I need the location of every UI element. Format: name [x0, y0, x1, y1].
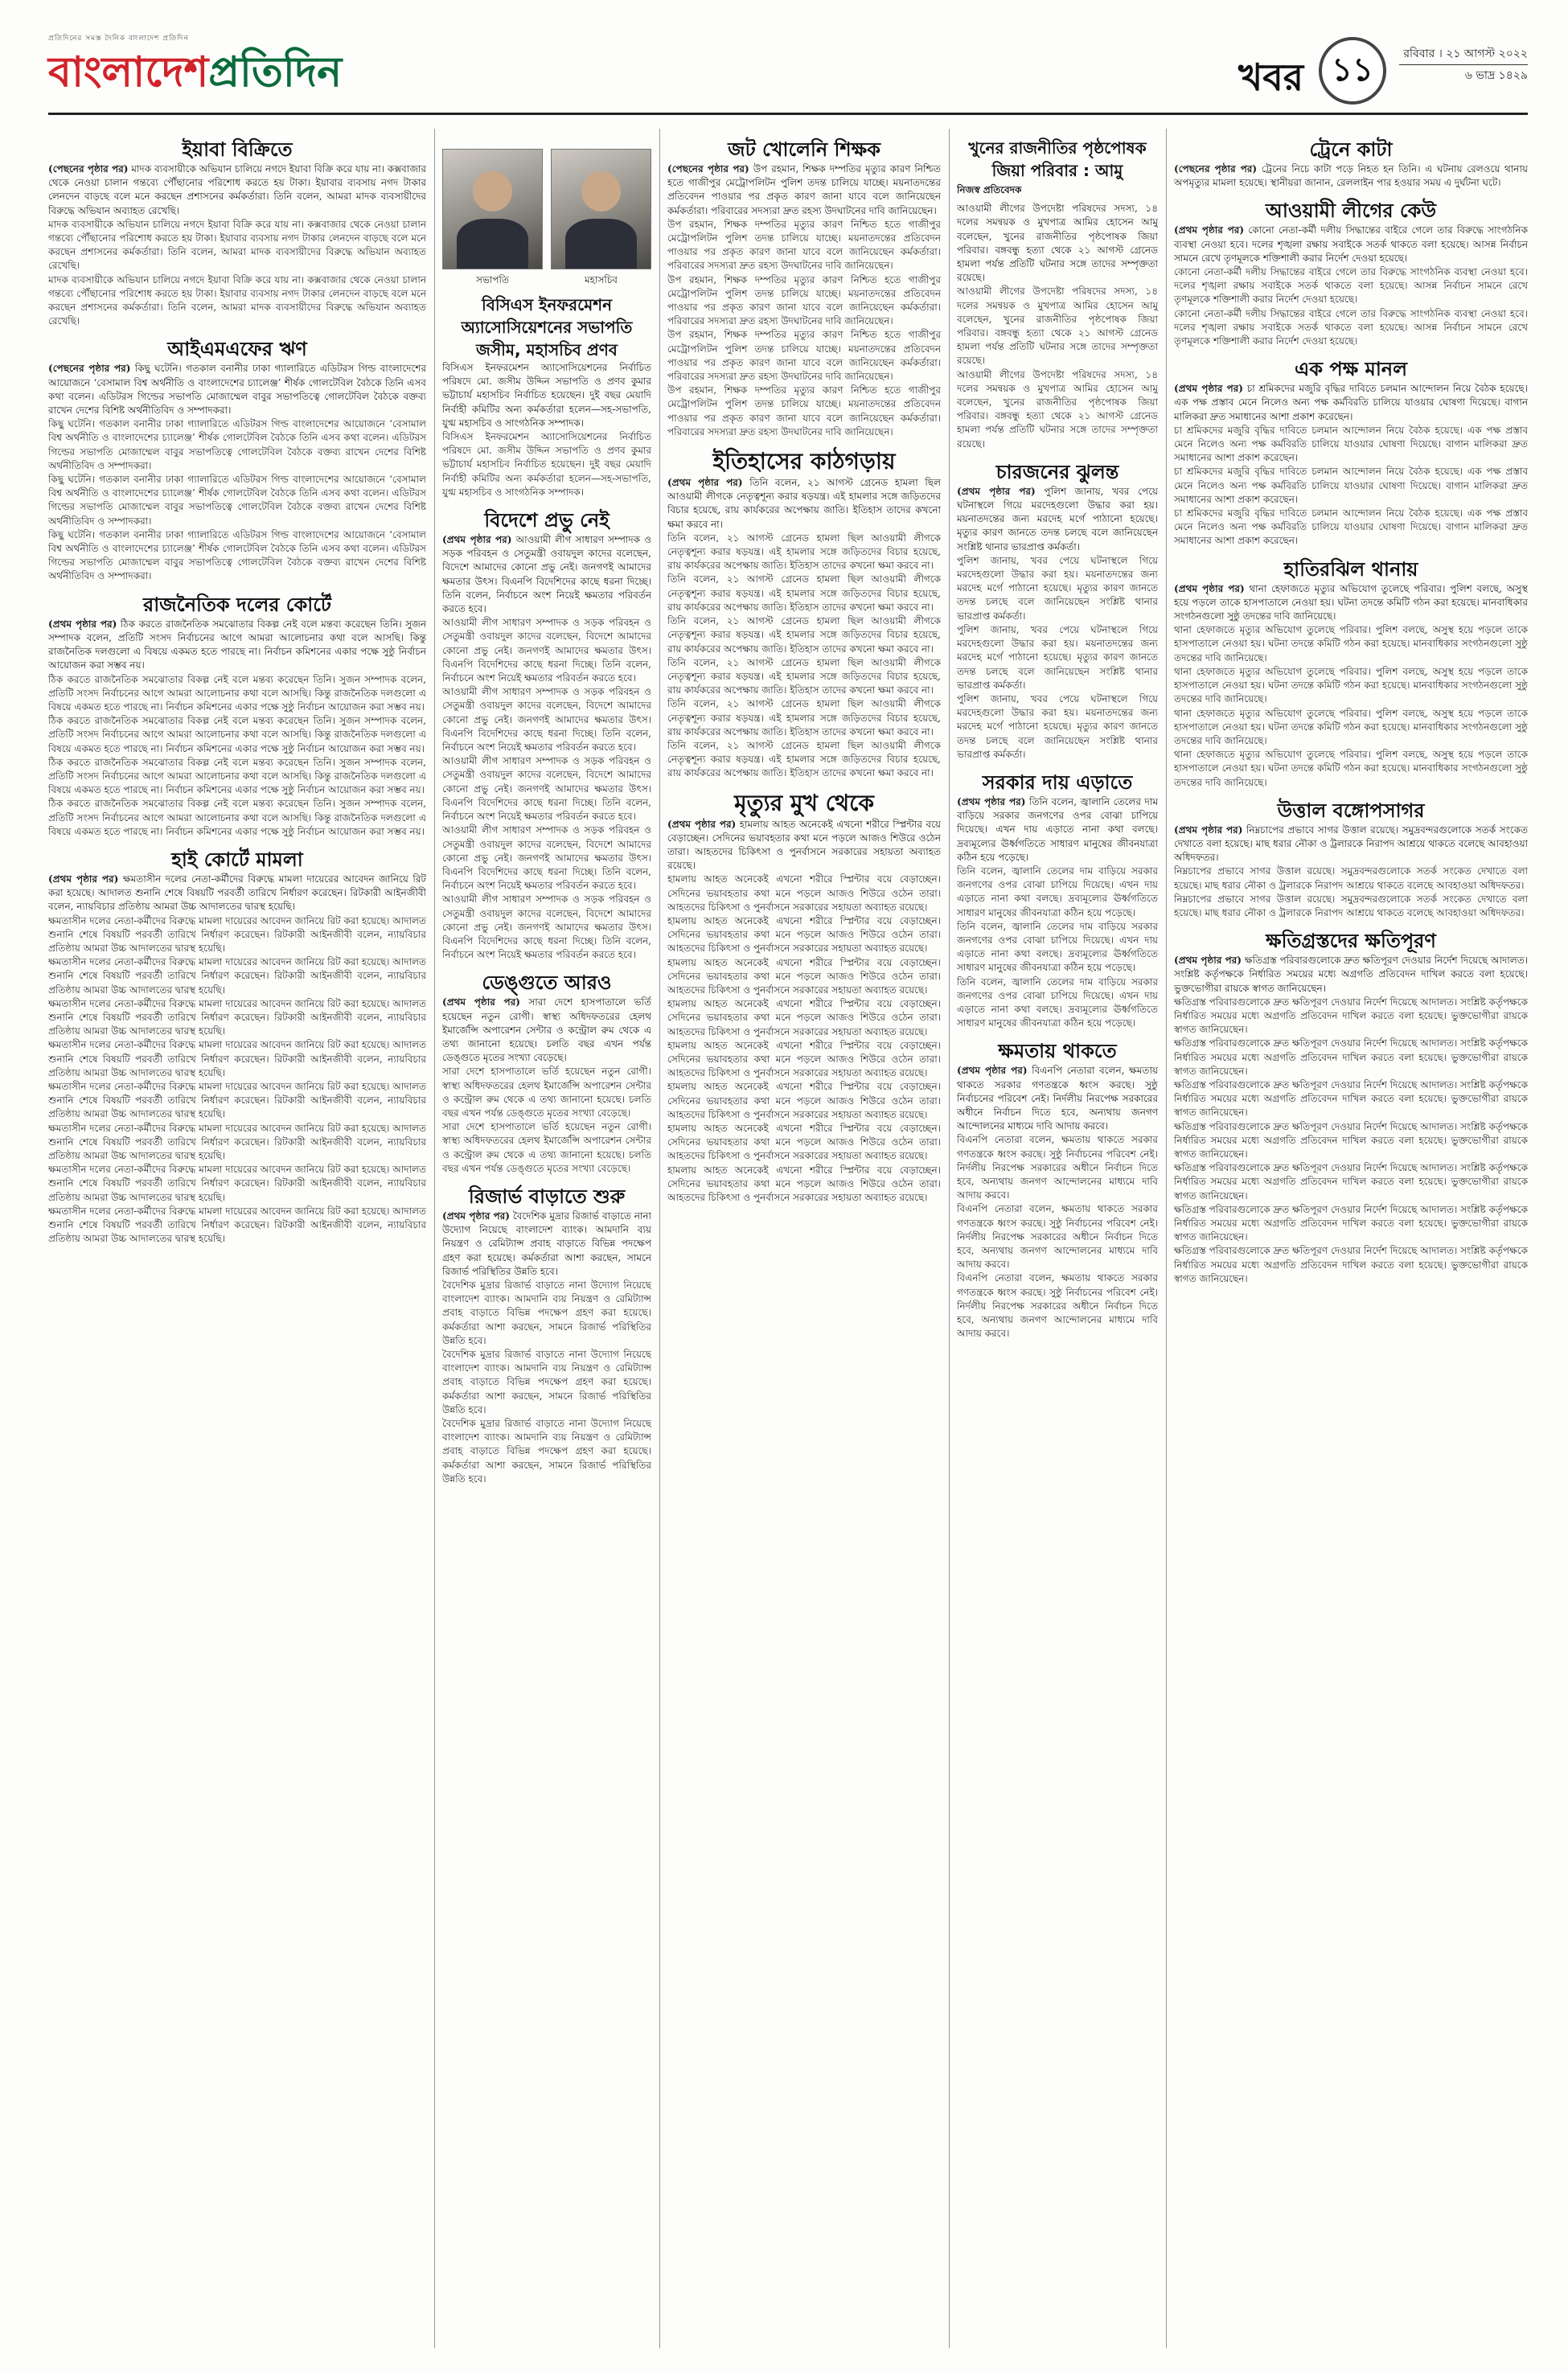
article-body-reserve: বৈদেশিক মুদ্রার রিজার্ভ বাড়াতে নানা উদ্যোগ নিয়েছে বাংলাদেশ ব্যাংক। আমদানি ব্যয় নিয়ন্ত্রণ ও রেমিট্যান্স প্রবাহ বাড়াতে বিভিন্ন পদক্ষেপ গ্রহণ করা হয়েছে। কর্মকর্তারা আশা করছেন, সামনে রিজার্ভ পরিস্থিতির উন্নতি হবে। [442, 1210, 651, 1277]
article-body-dengue: সারা দেশে হাসপাতালে ভর্তি হয়েছেন নতুন রোগী। স্বাস্থ্য অধিদফতরের হেলথ ইমার্জেন্সি অপারেশন সেন্টার ও কন্ট্রোল রুম থেকে এ তথ্য জানানো হয়েছে। চলতি বছর এখন পর্যন্ত ডেঙ্গুতে মৃতের সংখ্যা বেড়েছে। [442, 996, 651, 1064]
continuation-marker: (প্রথম পৃষ্ঠার পর) [1174, 955, 1242, 967]
article-body-khotigrosto-cont: ক্ষতিগ্রস্ত পরিবারগুলোকে দ্রুত ক্ষতিপূরণ দেওয়ার নির্দেশ দিয়েছে আদালত। সংশ্লিষ্ট কর্তৃপক্ষকে নির্ধারিত সময়ের মধ্যে অগ্রগতি প্রতিবেদন দাখিল করতে বলা হয়েছে। ভুক্তভোগীরা রায়কে স্বাগত জানিয়েছেন। [1174, 996, 1528, 1036]
continuation-marker: (প্রথম পৃষ্ঠার পর) [957, 1065, 1028, 1077]
article-body-highcourt: ক্ষমতাসীন দলের নেতা-কর্মীদের বিরুদ্ধে মামলা দায়েরের আবেদন জানিয়ে রিট করা হয়েছে। আদালত শুনানি শেষে বিষয়টি পরবর্তী তারিখে নির্ধারণ করেছেন। রিটকারী আইনজীবী বলেন, ন্যায়বিচার প্রতিষ্ঠায় আমরা উচ্চ আদালতের দ্বারস্থ হয়েছি। [48, 873, 426, 913]
masthead [48, 32, 1528, 113]
continuation-marker: (প্রথম পৃষ্ঠার পর) [1174, 383, 1243, 395]
article-body-jot-cont3: উপ রহমান, শিক্ষক দম্পতির মৃত্যুর কারণ নিশ্চিত হতে গাজীপুর মেট্রোপলিটন পুলিশ তদন্ত চালিয়ে যাচ্ছে। ময়নাতদন্তের প্রতিবেদন পাওয়ার পর প্রকৃত কারণ জানা যাবে বলে জানিয়েছেন কর্মকর্তারা। পরিবারের সদস্যরা দ্রুত রহস্য উদঘাটনের দাবি জানিয়েছেন। [667, 329, 941, 383]
date-block [1399, 43, 1528, 86]
continuation-marker: (প্রথম পৃষ্ঠার পর) [1174, 224, 1245, 236]
continuation-marker: (প্রথম পৃষ্ঠার পর) [1174, 582, 1245, 594]
article-body-hatirjheel-cont: থানা হেফাজতে মৃত্যুর অভিযোগ তুলেছে পরিবার। পুলিশ বলছে, অসুস্থ হয়ে পড়লে তাকে হাসপাতালে নেওয়া হয়। ঘটনা তদন্তে কমিটি গঠন করা হয়েছে। মানবাধিকার সংগঠনগুলো সুষ্ঠু তদন্তের দাবি জানিয়েছে। [1174, 624, 1528, 663]
article-body-khotigrosto-cont5: ক্ষতিগ্রস্ত পরিবারগুলোকে দ্রুত ক্ষতিপূরণ দেওয়ার নির্দেশ দিয়েছে আদালত। সংশ্লিষ্ট কর্তৃপক্ষকে নির্ধারিত সময়ের মধ্যে অগ্রগতি প্রতিবেদন দাখিল করতে বলা হয়েছে। ভুক্তভোগীরা রায়কে স্বাগত জানিয়েছেন। [1174, 1162, 1528, 1201]
continuation-marker: (পেছনের পৃষ্ঠার পর) [667, 163, 749, 175]
article-body-dengue-cont: সারা দেশে হাসপাতালে ভর্তি হয়েছেন নতুন রোগী। স্বাস্থ্য অধিদফতরের হেলথ ইমার্জেন্সি অপারেশন সেন্টার ও কন্ট্রোল রুম থেকে এ তথ্য জানানো হয়েছে। চলতি বছর এখন পর্যন্ত ডেঙ্গুতে মৃতের সংখ্যা বেড়েছে। [442, 1066, 651, 1119]
caption-president: সভাপতি [476, 274, 509, 285]
article-body-highcourt-cont3: ক্ষমতাসীন দলের নেতা-কর্মীদের বিরুদ্ধে মামলা দায়েরের আবেদন জানিয়ে রিট করা হয়েছে। আদালত শুনানি শেষে বিষয়টি পরবর্তী তারিখে নির্ধারণ করেছেন। রিটকারী আইনজীবী বলেন, ন্যায়বিচার প্রতিষ্ঠায় আমরা উচ্চ আদালতের দ্বারস্থ হয়েছি। [48, 997, 426, 1037]
section-title: খবর [1238, 55, 1304, 99]
headline-bcs-information: বিসিএস ইনফরমেশন অ্যাসোসিয়েশনের সভাপতি জসীম, মহাসচিব প্রণব [461, 295, 633, 359]
article-body-awami-keu: কোনো নেতা-কর্মী দলীয় সিদ্ধান্তের বাইরে গেলে তার বিরুদ্ধে সাংগঠনিক ব্যবস্থা নেওয়া হবে। দলের শৃঙ্খলা রক্ষায় সবাইকে সতর্ক থাকতে বলা হয়েছে। আসন্ন নির্বাচন সামনে রেখে তৃণমূলকে শক্তিশালী করার নির্দেশ দেওয়া হয়েছে। [1174, 224, 1528, 264]
headline-teacher-jam: জট খোলেনি শিক্ষক [728, 138, 880, 161]
article-body-bidesh-cont3: আওয়ামী লীগ সাধারণ সম্পাদক ও সড়ক পরিবহন ও সেতুমন্ত্রী ওবায়দুল কাদের বলেছেন, বিদেশে আমাদের কোনো প্রভু নেই। জনগণই আমাদের ক্ষমতার উৎস। বিএনপি বিদেশিদের কাছে ধরনা দিচ্ছে। তিনি বলেন, নির্বাচনে অংশ নিয়েই ক্ষমতার পরিবর্তন করতে হবে। [442, 755, 651, 823]
headline-awami-league-anyone: আওয়ামী লীগের কেউ [1265, 199, 1437, 223]
headline-no-master-abroad: বিদেশে প্রভু নেই [484, 509, 610, 532]
article-body-khomota: বিএনপি নেতারা বলেন, ক্ষমতায় থাকতে সরকার গণতন্ত্রকে ধ্বংস করছে। সুষ্ঠু নির্বাচনের পরিবেশ নেই। নির্দলীয় নিরপেক্ষ সরকারের অধীনে নির্বাচন দিতে হবে, অন্যথায় জনগণ আন্দোলনের মাধ্যমে দাবি আদায় করবে। [957, 1065, 1158, 1132]
article-body-yaba-cont2: মাদক ব্যবসায়ীকে অভিযান চালিয়ে নগদে ইয়াবা বিক্রি করে যায় না। কক্সবাজার থেকে নেওয়া চালান গন্তব্যে পৌঁছানোর পরিশোধ করতে হয় টাকা। ইয়াবার ব্যবসায় নগদ টাকার লেনদেন বাড়ছে বলে মনে করছেন প্রশাসনের কর্মকর্তারা। তিনি বলেন, আমরা মাদক ব্যবসায়ীদের বিরুদ্ধে অভিযান অব্যাহত রেখেছি। [48, 273, 426, 327]
article-body-sarkar-cont3: তিনি বলেন, জ্বালানি তেলের দাম বাড়িয়ে সরকার জনগণের ওপর বোঝা চাপিয়ে দিয়েছে। এখন দায় এড়াতে নানা কথা বলছে। দ্রব্যমূল্যের ঊর্ধ্বগতিতে সাধারণ মানুষের জীবনযাত্রা কঠিন হয়ে পড়েছে। [957, 975, 1158, 1029]
article-body-highcourt-cont5: ক্ষমতাসীন দলের নেতা-কর্মীদের বিরুদ্ধে মামলা দায়েরের আবেদন জানিয়ে রিট করা হয়েছে। আদালত শুনানি শেষে বিষয়টি পরবর্তী তারিখে নির্ধারণ করেছেন। রিটকারী আইনজীবী বলেন, ন্যায়বিচার প্রতিষ্ঠায় আমরা উচ্চ আদালতের দ্বারস্থ হয়েছি। [48, 1080, 426, 1120]
article-body-khomota-cont: বিএনপি নেতারা বলেন, ক্ষমতায় থাকতে সরকার গণতন্ত্রকে ধ্বংস করছে। সুষ্ঠু নির্বাচনের পরিবেশ নেই। নির্দলীয় নিরপেক্ষ সরকারের অধীনে নির্বাচন দিতে হবে, অন্যথায় জনগণ আন্দোলনের মাধ্যমে দাবি আদায় করবে। [957, 1134, 1158, 1201]
article-body-imf-cont: কিছু ঘটেনি। গতকাল বনানীর ঢাকা গ্যালারিতে এডিটরস গিল্ড বাংলাদেশের আয়োজনে ‘বেসামাল বিশ্ব অর্থনীতি ও বাংলাদেশের চ্যালেঞ্জ’ শীর্ষক গোলটেবিল বৈঠকে তিনি এসব কথা বলেন। এডিটরস গিল্ডের সভাপতি মোজাম্মেল বাবুর সভাপতিত্বে গোলটেবিল বৈঠকে বক্তব্য রাখেন দেশের বিশিষ্ট অর্থনীতিবিদ ও সম্পাদকরা। [48, 418, 426, 471]
headline-reserve: রিজার্ভ বাড়াতে শুরু [468, 1185, 626, 1208]
article-body-charajon-cont3: পুলিশ জানায়, খবর পেয়ে ঘটনাস্থলে গিয়ে মরদেহগুলো উদ্ধার করা হয়। ময়নাতদন্তের জন্য মরদেহ মর্গে পাঠানো হয়েছে। মৃত্যুর কারণ জানতে তদন্ত চলছে বলে জানিয়েছেন সংশ্লিষ্ট থানার ভারপ্রাপ্ত কর্মকর্তা। [957, 692, 1158, 760]
column-divider [434, 129, 435, 2348]
article-body-highcourt-cont6: ক্ষমতাসীন দলের নেতা-কর্মীদের বিরুদ্ধে মামলা দায়েরের আবেদন জানিয়ে রিট করা হয়েছে। আদালত শুনানি শেষে বিষয়টি পরবর্তী তারিখে নির্ধারণ করেছেন। রিটকারী আইনজীবী বলেন, ন্যায়বিচার প্রতিষ্ঠায় আমরা উচ্চ আদালতের দ্বারস্থ হয়েছি। [48, 1122, 426, 1161]
article-body-sarkar-cont2: তিনি বলেন, জ্বালানি তেলের দাম বাড়িয়ে সরকার জনগণের ওপর বোঝা চাপিয়ে দিয়েছে। এখন দায় এড়াতে নানা কথা বলছে। দ্রব্যমূল্যের ঊর্ধ্বগতিতে সাধারণ মানুষের জীবনযাত্রা কঠিন হয়ে পড়েছে। [957, 920, 1158, 974]
article-body-mrityu-cont2: হামলায় আহত অনেকেই এখনো শরীরে স্প্লিন্টার বয়ে বেড়াচ্ছেন। সেদিনের ভয়াবহতার কথা মনে পড়লে আজও শিউরে ওঠেন তারা। আহতদের চিকিৎসা ও পুনর্বাসনে সরকারের সহায়তা অব্যাহত রয়েছে। [667, 914, 941, 955]
article-body-highcourt-cont: ক্ষমতাসীন দলের নেতা-কর্মীদের বিরুদ্ধে মামলা দায়েরের আবেদন জানিয়ে রিট করা হয়েছে। আদালত শুনানি শেষে বিষয়টি পরবর্তী তারিখে নির্ধারণ করেছেন। রিটকারী আইনজীবী বলেন, ন্যায়বিচার প্রতিষ্ঠায় আমরা উচ্চ আদালতের দ্বারস্থ হয়েছি। [48, 914, 426, 954]
continuation-marker: (প্রথম পৃষ্ঠার পর) [957, 795, 1026, 807]
article-body-charajon-cont: পুলিশ জানায়, খবর পেয়ে ঘটনাস্থলে গিয়ে মরদেহগুলো উদ্ধার করা হয়। ময়নাতদন্তের জন্য মরদেহ মর্গে পাঠানো হয়েছে। মৃত্যুর কারণ জানতে তদন্ত চলছে বলে জানিয়েছেন সংশ্লিষ্ট থানার ভারপ্রাপ্ত কর্মকর্তা। [957, 554, 1158, 622]
article-body-itihas-cont5: তিনি বলেন, ২১ আগস্ট গ্রেনেড হামলা ছিল আওয়ামী লীগকে নেতৃত্বশূন্য করার ষড়যন্ত্র। এই হামলার সঙ্গে জড়িতদের বিচার হয়েছে, রায় কার্যকরের অপেক্ষায় জাতি। ইতিহাস তাদের কখনো ক্ষমা করবে না। [667, 698, 941, 737]
continuation-marker: (প্রথম পৃষ্ঠার পর) [442, 534, 512, 546]
headline-from-death: মৃত্যুর মুখ থেকে [734, 789, 874, 816]
column-divider [949, 129, 950, 2348]
article-body-highcourt-cont4: ক্ষমতাসীন দলের নেতা-কর্মীদের বিরুদ্ধে মামলা দায়েরের আবেদন জানিয়ে রিট করা হয়েছে। আদালত শুনানি শেষে বিষয়টি পরবর্তী তারিখে নির্ধারণ করেছেন। রিটকারী আইনজীবী বলেন, ন্যায়বিচার প্রতিষ্ঠায় আমরা উচ্চ আদালতের দ্বারস্থ হয়েছি। [48, 1039, 426, 1078]
article-body-khomota-cont2: বিএনপি নেতারা বলেন, ক্ষমতায় থাকতে সরকার গণতন্ত্রকে ধ্বংস করছে। সুষ্ঠু নির্বাচনের পরিবেশ নেই। নির্দলীয় নিরপেক্ষ সরকারের অধীনে নির্বাচন দিতে হবে, অন্যথায় জনগণ আন্দোলনের মাধ্যমে দাবি আদায় করবে। [957, 1203, 1158, 1271]
column-center [667, 137, 941, 2340]
article-body-reserve-cont: বৈদেশিক মুদ্রার রিজার্ভ বাড়াতে নানা উদ্যোগ নিয়েছে বাংলাদেশ ব্যাংক। আমদানি ব্যয় নিয়ন্ত্রণ ও রেমিট্যান্স প্রবাহ বাড়াতে বিভিন্ন পদক্ষেপ গ্রহণ করা হয়েছে। কর্মকর্তারা আশা করছেন, সামনে রিজার্ভ পরিস্থিতির উন্নতি হবে। [442, 1279, 651, 1346]
article-body-imf: কিছু ঘটেনি। গতকাল বনানীর ঢাকা গ্যালারিতে এডিটরস গিল্ড বাংলাদেশের আয়োজনে ‘বেসামাল বিশ্ব অর্থনীতি ও বাংলাদেশের চ্যালেঞ্জ’ শীর্ষক গোলটেবিল বৈঠকে তিনি এসব কথা বলেন। এডিটরস গিল্ডের সভাপতি মোজাম্মেল বাবুর সভাপতিত্বে গোলটেবিল বৈঠকে বক্তব্য রাখেন দেশের বিশিষ্ট অর্থনীতিবিদ ও সম্পাদকরা। [48, 363, 426, 417]
article-body-jot-cont: উপ রহমান, শিক্ষক দম্পতির মৃত্যুর কারণ নিশ্চিত হতে গাজীপুর মেট্রোপলিটন পুলিশ তদন্ত চালিয়ে যাচ্ছে। ময়নাতদন্তের প্রতিবেদন পাওয়ার পর প্রকৃত কারণ জানা যাবে বলে জানিয়েছেন কর্মকর্তারা। পরিবারের সদস্যরা দ্রুত রহস্য উদঘাটনের দাবি জানিয়েছেন। [667, 218, 941, 272]
article-body-khuner-cont: আওয়ামী লীগের উপদেষ্টা পরিষদের সদস্য, ১৪ দলের সমন্বয়ক ও মুখপাত্র আমির হোসেন আমু বলেছেন, খুনের রাজনীতির পৃষ্ঠপোষক জিয়া পরিবার। বঙ্গবন্ধু হত্যা থেকে ২১ আগস্ট গ্রেনেড হামলা পর্যন্ত প্রতিটি ঘটনার সঙ্গে তাদের সম্পৃক্ততা রয়েছে। [957, 285, 1158, 367]
article-body-jot: উপ রহমান, শিক্ষক দম্পতির মৃত্যুর কারণ নিশ্চিত হতে গাজীপুর মেট্রোপলিটন পুলিশ তদন্ত চালিয়ে যাচ্ছে। ময়নাতদন্তের প্রতিবেদন পাওয়ার পর প্রকৃত কারণ জানা যাবে বলে জানিয়েছেন কর্মকর্তারা। পরিবারের সদস্যরা দ্রুত রহস্য উদঘাটনের দাবি জানিয়েছেন। [667, 163, 941, 216]
article-body-charajon: পুলিশ জানায়, খবর পেয়ে ঘটনাস্থলে গিয়ে মরদেহগুলো উদ্ধার করা হয়। ময়নাতদন্তের জন্য মরদেহ মর্গে পাঠানো হয়েছে। মৃত্যুর কারণ জানতে তদন্ত চলছে বলে জানিয়েছেন সংশ্লিষ্ট থানার ভারপ্রাপ্ত কর্মকর্তা। [957, 485, 1158, 552]
article-body-itihas: তিনি বলেন, ২১ আগস্ট গ্রেনেড হামলা ছিল আওয়ামী লীগকে নেতৃত্বশূন্য করার ষড়যন্ত্র। এই হামলার সঙ্গে জড়িতদের বিচার হয়েছে, রায় কার্যকরের অপেক্ষায় জাতি। ইতিহাস তাদের কখনো ক্ষমা করবে না। [667, 477, 941, 530]
column-center-right [957, 137, 1158, 2340]
article-body-awami-keu-cont2: কোনো নেতা-কর্মী দলীয় সিদ্ধান্তের বাইরে গেলে তার বিরুদ্ধে সাংগঠনিক ব্যবস্থা নেওয়া হবে। দলের শৃঙ্খলা রক্ষায় সবাইকে সতর্ক থাকতে বলা হয়েছে। আসন্ন নির্বাচন সামনে রেখে তৃণমূলকে শক্তিশালী করার নির্দেশ দেওয়া হয়েছে। [1174, 307, 1528, 347]
headline-train-cut: ট্রেনে কাটা [1309, 138, 1393, 161]
article-body-khuner-cont2: আওয়ামী লীগের উপদেষ্টা পরিষদের সদস্য, ১৪ দলের সমন্বয়ক ও মুখপাত্র আমির হোসেন আমু বলেছেন, খুনের রাজনীতির পৃষ্ঠপোষক জিয়া পরিবার। বঙ্গবন্ধু হত্যা থেকে ২১ আগস্ট গ্রেনেড হামলা পর্যন্ত প্রতিটি ঘটনার সঙ্গে তাদের সম্পৃক্ততা রয়েছে। [957, 368, 1158, 450]
article-body-mrityu-cont5: হামলায় আহত অনেকেই এখনো শরীরে স্প্লিন্টার বয়ে বেড়াচ্ছেন। সেদিনের ভয়াবহতার কথা মনে পড়লে আজও শিউরে ওঠেন তারা। আহতদের চিকিৎসা ও পুনর্বাসনে সরকারের সহায়তা অব্যাহত রয়েছে। [667, 1039, 941, 1079]
article-body-ek-pokkho: চা শ্রমিকদের মজুরি বৃদ্ধির দাবিতে চলমান আন্দোলন নিয়ে বৈঠক হয়েছে। এক পক্ষ প্রস্তাব মেনে নিলেও অন্য পক্ষ কর্মবিরতি চালিয়ে যাওয়ার ঘোষণা দিয়েছে। বাগান মালিকরা দ্রুত সমাধানের আশা প্রকাশ করেছেন। [1174, 383, 1528, 422]
article-body-uttal-cont: নিম্নচাপের প্রভাবে সাগর উত্তাল রয়েছে। সমুদ্রবন্দরগুলোকে সতর্ক সংকেত দেখাতে বলা হয়েছে। মাছ ধরার নৌকা ও ট্রলারকে নিরাপদ আশ্রয়ে থাকতে বলেছে আবহাওয়া অধিদফতর। [1174, 865, 1528, 891]
article-body-political-cont4: ঠিক করতে রাজনৈতিক সমঝোতার বিকল্প নেই বলে মন্তব্য করেছেন তিনি। সুজন সম্পাদক বলেন, প্রতিটি সংসদ নির্বাচনের আগে আমরা আলোচনার কথা বলে আসছি। কিন্তু রাজনৈতিক দলগুলো এ বিষয়ে একমত হতে পারছে না। নির্বাচন কমিশনের একার পক্ষে সুষ্ঠু নির্বাচন আয়োজন করা সম্ভব নয়। [48, 798, 426, 837]
continuation-marker: (প্রথম পৃষ্ঠার পর) [667, 477, 743, 489]
headline-yaba: ইয়াবা বিক্রিতে [182, 138, 293, 161]
continuation-marker: (প্রথম পৃষ্ঠার পর) [442, 1210, 510, 1222]
article-body-hatirjheel: থানা হেফাজতে মৃত্যুর অভিযোগ তুলেছে পরিবার। পুলিশ বলছে, অসুস্থ হয়ে পড়লে তাকে হাসপাতালে নেওয়া হয়। ঘটনা তদন্তে কমিটি গঠন করা হয়েছে। মানবাধিকার সংগঠনগুলো সুষ্ঠু তদন্তের দাবি জানিয়েছে। [1174, 582, 1528, 622]
headline-imf-loan: আইএমএফের ঋণ [167, 338, 307, 361]
continuation-marker: (পেছনের পৃষ্ঠার পর) [1174, 163, 1258, 175]
headline-govt-evading: সরকার দায় এড়াতে [982, 770, 1133, 794]
article-body-yaba-cont: মাদক ব্যবসায়ীকে অভিযান চালিয়ে নগদে ইয়াবা বিক্রি করে যায় না। কক্সবাজার থেকে নেওয়া চালান গন্তব্যে পৌঁছানোর পরিশোধ করতে হয় টাকা। ইয়াবার ব্যবসায় নগদ টাকার লেনদেন বাড়ছে বলে মনে করছেন প্রশাসনের কর্মকর্তারা। তিনি বলেন, আমরা মাদক ব্যবসায়ীদের বিরুদ্ধে অভিযান অব্যাহত রেখেছি। [48, 218, 426, 272]
article-body-reserve-cont2: বৈদেশিক মুদ্রার রিজার্ভ বাড়াতে নানা উদ্যোগ নিয়েছে বাংলাদেশ ব্যাংক। আমদানি ব্যয় নিয়ন্ত্রণ ও রেমিট্যান্স প্রবাহ বাড়াতে বিভিন্ন পদক্ষেপ গ্রহণ করা হয়েছে। কর্মকর্তারা আশা করছেন, সামনে রিজার্ভ পরিস্থিতির উন্নতি হবে। [442, 1349, 651, 1415]
article-body-bidesh-cont4: আওয়ামী লীগ সাধারণ সম্পাদক ও সড়ক পরিবহন ও সেতুমন্ত্রী ওবায়দুল কাদের বলেছেন, বিদেশে আমাদের কোনো প্রভু নেই। জনগণই আমাদের ক্ষমতার উৎস। বিএনপি বিদেশিদের কাছে ধরনা দিচ্ছে। তিনি বলেন, নির্বাচনে অংশ নিয়েই ক্ষমতার পরিবর্তন করতে হবে। [442, 824, 651, 892]
article-body-hatirjheel-cont3: থানা হেফাজতে মৃত্যুর অভিযোগ তুলেছে পরিবার। পুলিশ বলছে, অসুস্থ হয়ে পড়লে তাকে হাসপাতালে নেওয়া হয়। ঘটনা তদন্তে কমিটি গঠন করা হয়েছে। মানবাধিকার সংগঠনগুলো সুষ্ঠু তদন্তের দাবি জানিয়েছে। [1174, 707, 1528, 746]
headline-high-court-case: হাই কোর্টে মামলা [171, 848, 303, 871]
headline-history-dock: ইতিহাসের কাঠগড়ায় [712, 448, 896, 475]
byline: নিজস্ব প্রতিবেদক [957, 184, 1022, 195]
article-body-bcs: বিসিএস ইনফরমেশন অ্যাসোসিয়েশনের নির্বাচিত পরিষদে মো. জসীম উদ্দিন সভাপতি ও প্রণব কুমার ভট্টাচার্য মহাসচিব নির্বাচিত হয়েছেন। দুই বছর মেয়াদি নির্বাহী কমিটির অন্য কর্মকর্তারা হলেন—সহ-সভাপতি, যুগ্ম মহাসচিব ও সাংগঠনিক সম্পাদক। [442, 362, 651, 429]
article-body-khuner: আওয়ামী লীগের উপদেষ্টা পরিষদের সদস্য, ১৪ দলের সমন্বয়ক ও মুখপাত্র আমির হোসেন আমু বলেছেন, খুনের রাজনীতির পৃষ্ঠপোষক জিয়া পরিবার। বঙ্গবন্ধু হত্যা থেকে ২১ আগস্ট গ্রেনেড হামলা পর্যন্ত প্রতিটি ঘটনার সঙ্গে তাদের সম্পৃক্ততা রয়েছে। [957, 203, 1158, 284]
continuation-marker: (প্রথম পৃষ্ঠার পর) [48, 873, 119, 885]
article-body-political-cont: ঠিক করতে রাজনৈতিক সমঝোতার বিকল্প নেই বলে মন্তব্য করেছেন তিনি। সুজন সম্পাদক বলেন, প্রতিটি সংসদ নির্বাচনের আগে আমরা আলোচনার কথা বলে আসছি। কিন্তু রাজনৈতিক দলগুলো এ বিষয়ে একমত হতে পারছে না। নির্বাচন কমিশনের একার পক্ষে সুষ্ঠু নির্বাচন আয়োজন করা সম্ভব নয়। [48, 673, 426, 713]
day-date: রবিবার । ২১ আগস্ট ২০২২ [1399, 43, 1528, 65]
article-body-jot-cont4: উপ রহমান, শিক্ষক দম্পতির মৃত্যুর কারণ নিশ্চিত হতে গাজীপুর মেট্রোপলিটন পুলিশ তদন্ত চালিয়ে যাচ্ছে। ময়নাতদন্তের প্রতিবেদন পাওয়ার পর প্রকৃত কারণ জানা যাবে বলে জানিয়েছেন কর্মকর্তারা। পরিবারের সদস্যরা দ্রুত রহস্য উদঘাটনের দাবি জানিয়েছেন। [667, 384, 941, 437]
article-body-hatirjheel-cont4: থানা হেফাজতে মৃত্যুর অভিযোগ তুলেছে পরিবার। পুলিশ বলছে, অসুস্থ হয়ে পড়লে তাকে হাসপাতালে নেওয়া হয়। ঘটনা তদন্তে কমিটি গঠন করা হয়েছে। মানবাধিকার সংগঠনগুলো সুষ্ঠু তদন্তের দাবি জানিয়েছে। [1174, 749, 1528, 788]
column-left [48, 137, 426, 2340]
article-body-itihas-cont: তিনি বলেন, ২১ আগস্ট গ্রেনেড হামলা ছিল আওয়ামী লীগকে নেতৃত্বশূন্য করার ষড়যন্ত্র। এই হামলার সঙ্গে জড়িতদের বিচার হয়েছে, রায় কার্যকরের অপেক্ষায় জাতি। ইতিহাস তাদের কখনো ক্ষমা করবে না। [667, 532, 941, 572]
article-body-political-cont3: ঠিক করতে রাজনৈতিক সমঝোতার বিকল্প নেই বলে মন্তব্য করেছেন তিনি। সুজন সম্পাদক বলেন, প্রতিটি সংসদ নির্বাচনের আগে আমরা আলোচনার কথা বলে আসছি। কিন্তু রাজনৈতিক দলগুলো এ বিষয়ে একমত হতে পারছে না। নির্বাচন কমিশনের একার পক্ষে সুষ্ঠু নির্বাচন আয়োজন করা সম্ভব নয়। [48, 756, 426, 796]
article-body-jot-cont2: উপ রহমান, শিক্ষক দম্পতির মৃত্যুর কারণ নিশ্চিত হতে গাজীপুর মেট্রোপলিটন পুলিশ তদন্ত চালিয়ে যাচ্ছে। ময়নাতদন্তের প্রতিবেদন পাওয়ার পর প্রকৃত কারণ জানা যাবে বলে জানিয়েছেন কর্মকর্তারা। পরিবারের সদস্যরা দ্রুত রহস্য উদঘাটনের দাবি জানিয়েছেন। [667, 273, 941, 327]
article-body-political-cont2: ঠিক করতে রাজনৈতিক সমঝোতার বিকল্প নেই বলে মন্তব্য করেছেন তিনি। সুজন সম্পাদক বলেন, প্রতিটি সংসদ নির্বাচনের আগে আমরা আলোচনার কথা বলে আসছি। কিন্তু রাজনৈতিক দলগুলো এ বিষয়ে একমত হতে পারছে না। নির্বাচন কমিশনের একার পক্ষে সুষ্ঠু নির্বাচন আয়োজন করা সম্ভব নয়। [48, 715, 426, 754]
continuation-marker: (প্রথম পৃষ্ঠার পর) [1174, 824, 1243, 836]
column-divider [1166, 129, 1167, 2348]
headline-stay-in-power: ক্ষমতায় থাকতে [998, 1040, 1117, 1063]
article-body-khotigrosto-cont3: ক্ষতিগ্রস্ত পরিবারগুলোকে দ্রুত ক্ষতিপূরণ দেওয়ার নির্দেশ দিয়েছে আদালত। সংশ্লিষ্ট কর্তৃপক্ষকে নির্ধারিত সময়ের মধ্যে অগ্রগতি প্রতিবেদন দাখিল করতে বলা হয়েছে। ভুক্তভোগীরা রায়কে স্বাগত জানিয়েছেন। [1174, 1078, 1528, 1119]
newspaper-logo [48, 32, 466, 106]
article-body-mrityu-cont7: হামলায় আহত অনেকেই এখনো শরীরে স্প্লিন্টার বয়ে বেড়াচ্ছেন। সেদিনের ভয়াবহতার কথা মনে পড়লে আজও শিউরে ওঠেন তারা। আহতদের চিকিৎসা ও পুনর্বাসনে সরকারের সহায়তা অব্যাহত রয়েছে। [667, 1123, 941, 1162]
article-body-itihas-cont3: তিনি বলেন, ২১ আগস্ট গ্রেনেড হামলা ছিল আওয়ামী লীগকে নেতৃত্বশূন্য করার ষড়যন্ত্র। এই হামলার সঙ্গে জড়িতদের বিচার হয়েছে, রায় কার্যকরের অপেক্ষায় জাতি। ইতিহাস তাদের কখনো ক্ষমা করবে না। [667, 615, 941, 655]
article-body-mrityu-cont8: হামলায় আহত অনেকেই এখনো শরীরে স্প্লিন্টার বয়ে বেড়াচ্ছেন। সেদিনের ভয়াবহতার কথা মনে পড়লে আজও শিউরে ওঠেন তারা। আহতদের চিকিৎসা ও পুনর্বাসনে সরকারের সহায়তা অব্যাহত রয়েছে। [667, 1164, 941, 1204]
article-body-mrityu: হামলায় আহত অনেকেই এখনো শরীরে স্প্লিন্টার বয়ে বেড়াচ্ছেন। সেদিনের ভয়াবহতার কথা মনে পড়লে আজও শিউরে ওঠেন তারা। আহতদের চিকিৎসা ও পুনর্বাসনে সরকারের সহায়তা অব্যাহত রয়েছে। [667, 818, 941, 872]
caption-secretary: মহাসচিব [585, 274, 618, 285]
article-body-political: ঠিক করতে রাজনৈতিক সমঝোতার বিকল্প নেই বলে মন্তব্য করেছেন তিনি। সুজন সম্পাদক বলেন, প্রতিটি সংসদ নির্বাচনের আগে আমরা আলোচনার কথা বলে আসছি। কিন্তু রাজনৈতিক দলগুলো এ বিষয়ে একমত হতে পারছে না। নির্বাচন কমিশনের একার পক্ষে সুষ্ঠু নির্বাচন আয়োজন করা সম্ভব নয়। [48, 618, 426, 672]
article-body-yaba: মাদক ব্যবসায়ীকে অভিযান চালিয়ে নগদে ইয়াবা বিক্রি করে যায় না। কক্সবাজার থেকে নেওয়া চালান গন্তব্যে পৌঁছানোর পরিশোধ করতে হয় টাকা। ইয়াবার ব্যবসায় নগদ টাকার লেনদেন বাড়ছে বলে মনে করছেন প্রশাসনের কর্মকর্তারা। তিনি বলেন, আমরা মাদক ব্যবসায়ীদের বিরুদ্ধে অভিযান অব্যাহত রেখেছি। [48, 163, 426, 216]
article-body-bidesh-cont2: আওয়ামী লীগ সাধারণ সম্পাদক ও সড়ক পরিবহন ও সেতুমন্ত্রী ওবায়দুল কাদের বলেছেন, বিদেশে আমাদের কোনো প্রভু নেই। জনগণই আমাদের ক্ষমতার উৎস। বিএনপি বিদেশিদের কাছে ধরনা দিচ্ছে। তিনি বলেন, নির্বাচনে অংশ নিয়েই ক্ষমতার পরিবর্তন করতে হবে। [442, 686, 651, 754]
article-body-uttal-cont2: নিম্নচাপের প্রভাবে সাগর উত্তাল রয়েছে। সমুদ্রবন্দরগুলোকে সতর্ক সংকেত দেখাতে বলা হয়েছে। মাছ ধরার নৌকা ও ট্রলারকে নিরাপদ আশ্রয়ে থাকতে বলেছে আবহাওয়া অধিদফতর। [1174, 893, 1528, 918]
continuation-marker: (পেছনের পৃষ্ঠার পর) [48, 163, 129, 175]
article-body-mrityu-cont6: হামলায় আহত অনেকেই এখনো শরীরে স্প্লিন্টার বয়ে বেড়াচ্ছেন। সেদিনের ভয়াবহতার কথা মনে পড়লে আজও শিউরে ওঠেন তারা। আহতদের চিকিৎসা ও পুনর্বাসনে সরকারের সহায়তা অব্যাহত রয়েছে। [667, 1081, 941, 1120]
article-body-awami-keu-cont: কোনো নেতা-কর্মী দলীয় সিদ্ধান্তের বাইরে গেলে তার বিরুদ্ধে সাংগঠনিক ব্যবস্থা নেওয়া হবে। দলের শৃঙ্খলা রক্ষায় সবাইকে সতর্ক থাকতে বলা হয়েছে। আসন্ন নির্বাচন সামনে রেখে তৃণমূলকে শক্তিশালী করার নির্দেশ দেওয়া হয়েছে। [1174, 266, 1528, 306]
headline-compensation: ক্ষতিগ্রস্তদের ক্ষতিপূরণ [1266, 930, 1436, 953]
article-body-itihas-cont6: তিনি বলেন, ২১ আগস্ট গ্রেনেড হামলা ছিল আওয়ামী লীগকে নেতৃত্বশূন্য করার ষড়যন্ত্র। এই হামলার সঙ্গে জড়িতদের বিচার হয়েছে, রায় কার্যকরের অপেক্ষায় জাতি। ইতিহাস তাদের কখনো ক্ষমা করবে না। [667, 739, 941, 779]
article-body-sarkar-cont: তিনি বলেন, জ্বালানি তেলের দাম বাড়িয়ে সরকার জনগণের ওপর বোঝা চাপিয়ে দিয়েছে। এখন দায় এড়াতে নানা কথা বলছে। দ্রব্যমূল্যের ঊর্ধ্বগতিতে সাধারণ মানুষের জীবনযাত্রা কঠিন হয়ে পড়েছে। [957, 865, 1158, 918]
article-body-itihas-cont4: তিনি বলেন, ২১ আগস্ট গ্রেনেড হামলা ছিল আওয়ামী লীগকে নেতৃত্বশূন্য করার ষড়যন্ত্র। এই হামলার সঙ্গে জড়িতদের বিচার হয়েছে, রায় কার্যকরের অপেক্ষায় জাতি। ইতিহাস তাদের কখনো ক্ষমা করবে না। [667, 656, 941, 696]
article-body-bcs-cont: বিসিএস ইনফরমেশন অ্যাসোসিয়েশনের নির্বাচিত পরিষদে মো. জসীম উদ্দিন সভাপতি ও প্রণব কুমার ভট্টাচার্য মহাসচিব নির্বাচিত হয়েছেন। দুই বছর মেয়াদি নির্বাহী কমিটির অন্য কর্মকর্তারা হলেন—সহ-সভাপতি, যুগ্ম মহাসচিব ও সাংগঠনিক সম্পাদক। [442, 431, 651, 498]
headline-one-side-agreed: এক পক্ষ মানল [1295, 358, 1407, 381]
photo-president [442, 149, 543, 269]
article-body-highcourt-cont8: ক্ষমতাসীন দলের নেতা-কর্মীদের বিরুদ্ধে মামলা দায়েরের আবেদন জানিয়ে রিট করা হয়েছে। আদালত শুনানি শেষে বিষয়টি পরবর্তী তারিখে নির্ধারণ করেছেন। রিটকারী আইনজীবী বলেন, ন্যায়বিচার প্রতিষ্ঠায় আমরা উচ্চ আদালতের দ্বারস্থ হয়েছি। [48, 1205, 426, 1245]
article-body-sarkar: তিনি বলেন, জ্বালানি তেলের দাম বাড়িয়ে সরকার জনগণের ওপর বোঝা চাপিয়ে দিয়েছে। এখন দায় এড়াতে নানা কথা বলছে। দ্রব্যমূল্যের ঊর্ধ্বগতিতে সাধারণ মানুষের জীবনযাত্রা কঠিন হয়ে পড়েছে। [957, 795, 1158, 863]
continuation-marker: (প্রথম পৃষ্ঠার পর) [667, 818, 737, 830]
bangla-date: ৬ ভাদ্র ১৪২৯ [1464, 69, 1528, 82]
article-body-reserve-cont3: বৈদেশিক মুদ্রার রিজার্ভ বাড়াতে নানা উদ্যোগ নিয়েছে বাংলাদেশ ব্যাংক। আমদানি ব্যয় নিয়ন্ত্রণ ও রেমিট্যান্স প্রবাহ বাড়াতে বিভিন্ন পদক্ষেপ গ্রহণ করা হয়েছে। কর্মকর্তারা আশা করছেন, সামনে রিজার্ভ পরিস্থিতির উন্নতি হবে। [442, 1418, 651, 1485]
article-body-dengue-cont2: সারা দেশে হাসপাতালে ভর্তি হয়েছেন নতুন রোগী। স্বাস্থ্য অধিদফতরের হেলথ ইমার্জেন্সি অপারেশন সেন্টার ও কন্ট্রোল রুম থেকে এ তথ্য জানানো হয়েছে। চলতি বছর এখন পর্যন্ত ডেঙ্গুতে মৃতের সংখ্যা বেড়েছে। [442, 1121, 651, 1174]
photo-secretary [551, 149, 651, 269]
article-body-khotigrosto-cont4: ক্ষতিগ্রস্ত পরিবারগুলোকে দ্রুত ক্ষতিপূরণ দেওয়ার নির্দেশ দিয়েছে আদালত। সংশ্লিষ্ট কর্তৃপক্ষকে নির্ধারিত সময়ের মধ্যে অগ্রগতি প্রতিবেদন দাখিল করতে বলা হয়েছে। ভুক্তভোগীরা রায়কে স্বাগত জানিয়েছেন। [1174, 1120, 1528, 1160]
continuation-marker: (প্রথম পৃষ্ঠার পর) [957, 485, 1036, 497]
continuation-marker: (পেছনের পৃষ্ঠার পর) [48, 363, 131, 375]
article-body-mrityu-cont4: হামলায় আহত অনেকেই এখনো শরীরে স্প্লিন্টার বয়ে বেড়াচ্ছেন। সেদিনের ভয়াবহতার কথা মনে পড়লে আজও শিউরে ওঠেন তারা। আহতদের চিকিৎসা ও পুনর্বাসনে সরকারের সহায়তা অব্যাহত রয়েছে। [667, 998, 941, 1037]
article-body-khotigrosto: ক্ষতিগ্রস্ত পরিবারগুলোকে দ্রুত ক্ষতিপূরণ দেওয়ার নির্দেশ দিয়েছে আদালত। সংশ্লিষ্ট কর্তৃপক্ষকে নির্ধারিত সময়ের মধ্যে অগ্রগতি প্রতিবেদন দাখিল করতে বলা হয়েছে। ভুক্তভোগীরা রায়কে স্বাগত জানিয়েছেন। [1174, 955, 1528, 994]
headline-dengue: ডেঙ্গুতে আরও [482, 971, 612, 995]
headline-four-hanging: চারজনের ঝুলন্ত [995, 460, 1119, 483]
article-body-khomota-cont3: বিএনপি নেতারা বলেন, ক্ষমতায় থাকতে সরকার গণতন্ত্রকে ধ্বংস করছে। সুষ্ঠু নির্বাচনের পরিবেশ নেই। নির্দলীয় নিরপেক্ষ সরকারের অধীনে নির্বাচন দিতে হবে, অন্যথায় জনগণ আন্দোলনের মাধ্যমে দাবি আদায় করবে। [957, 1272, 1158, 1340]
continuation-marker: (প্রথম পৃষ্ঠার পর) [442, 996, 520, 1008]
column-right [1174, 137, 1528, 2340]
article-body-imf-cont2: কিছু ঘটেনি। গতকাল বনানীর ঢাকা গ্যালারিতে এডিটরস গিল্ড বাংলাদেশের আয়োজনে ‘বেসামাল বিশ্ব অর্থনীতি ও বাংলাদেশের চ্যালেঞ্জ’ শীর্ষক গোলটেবিল বৈঠকে তিনি এসব কথা বলেন। এডিটরস গিল্ডের সভাপতি মোজাম্মেল বাবুর সভাপতিত্বে গোলটেবিল বৈঠকে বক্তব্য রাখেন দেশের বিশিষ্ট অর্থনীতিবিদ ও সম্পাদকরা। [48, 474, 426, 527]
column-divider [659, 129, 660, 2348]
article-body-bidesh: আওয়ামী লীগ সাধারণ সম্পাদক ও সড়ক পরিবহন ও সেতুমন্ত্রী ওবায়দুল কাদের বলেছেন, বিদেশে আমাদের কোনো প্রভু নেই। জনগণই আমাদের ক্ষমতার উৎস। বিএনপি বিদেশিদের কাছে ধরনা দিচ্ছে। তিনি বলেন, নির্বাচনে অংশ নিয়েই ক্ষমতার পরিবর্তন করতে হবে। [442, 534, 651, 615]
masthead-rule [48, 113, 1528, 115]
headline-hatirjheel-station: হাতিরঝিল থানায় [1283, 557, 1418, 581]
article-body-mrityu-cont: হামলায় আহত অনেকেই এখনো শরীরে স্প্লিন্টার বয়ে বেড়াচ্ছেন। সেদিনের ভয়াবহতার কথা মনে পড়লে আজও শিউরে ওঠেন তারা। আহতদের চিকিৎসা ও পুনর্বাসনে সরকারের সহায়তা অব্যাহত রয়েছে। [667, 873, 941, 913]
article-body-highcourt-cont2: ক্ষমতাসীন দলের নেতা-কর্মীদের বিরুদ্ধে মামলা দায়েরের আবেদন জানিয়ে রিট করা হয়েছে। আদালত শুনানি শেষে বিষয়টি পরবর্তী তারিখে নির্ধারণ করেছেন। রিটকারী আইনজীবী বলেন, ন্যায়বিচার প্রতিষ্ঠায় আমরা উচ্চ আদালতের দ্বারস্থ হয়েছি। [48, 956, 426, 996]
article-body-hatirjheel-cont2: থানা হেফাজতে মৃত্যুর অভিযোগ তুলেছে পরিবার। পুলিশ বলছে, অসুস্থ হয়ে পড়লে তাকে হাসপাতালে নেওয়া হয়। ঘটনা তদন্তে কমিটি গঠন করা হয়েছে। মানবাধিকার সংগঠনগুলো সুষ্ঠু তদন্তের দাবি জানিয়েছে। [1174, 665, 1528, 705]
headline-rough-bay: উত্তাল বঙ্গোপসাগর [1277, 799, 1425, 822]
logo-text-a: বাংলাদেশ [48, 48, 209, 97]
page-number-badge: ১১ [1319, 37, 1386, 105]
article-body-bidesh-cont5: আওয়ামী লীগ সাধারণ সম্পাদক ও সড়ক পরিবহন ও সেতুমন্ত্রী ওবায়দুল কাদের বলেছেন, বিদেশে আমাদের কোনো প্রভু নেই। জনগণই আমাদের ক্ষমতার উৎস। বিএনপি বিদেশিদের কাছে ধরনা দিচ্ছে। তিনি বলেন, নির্বাচনে অংশ নিয়েই ক্ষমতার পরিবর্তন করতে হবে। [442, 893, 651, 961]
article-body-bidesh-cont: আওয়ামী লীগ সাধারণ সম্পাদক ও সড়ক পরিবহন ও সেতুমন্ত্রী ওবায়দুল কাদের বলেছেন, বিদেশে আমাদের কোনো প্রভু নেই। জনগণই আমাদের ক্ষমতার উৎস। বিএনপি বিদেশিদের কাছে ধরনা দিচ্ছে। তিনি বলেন, নির্বাচনে অংশ নিয়েই ক্ষমতার পরিবর্তন করতে হবে। [442, 617, 651, 684]
article-body-imf-cont3: কিছু ঘটেনি। গতকাল বনানীর ঢাকা গ্যালারিতে এডিটরস গিল্ড বাংলাদেশের আয়োজনে ‘বেসামাল বিশ্ব অর্থনীতি ও বাংলাদেশের চ্যালেঞ্জ’ শীর্ষক গোলটেবিল বৈঠকে তিনি এসব কথা বলেন। এডিটরস গিল্ডের সভাপতি মোজাম্মেল বাবুর সভাপতিত্বে গোলটেবিল বৈঠকে বক্তব্য রাখেন দেশের বিশিষ্ট অর্থনীতিবিদ ও সম্পাদকরা। [48, 528, 426, 582]
article-body-uttal: নিম্নচাপের প্রভাবে সাগর উত্তাল রয়েছে। সমুদ্রবন্দরগুলোকে সতর্ক সংকেত দেখাতে বলা হয়েছে। মাছ ধরার নৌকা ও ট্রলারকে নিরাপদ আশ্রয়ে থাকতে বলেছে আবহাওয়া অধিদফতর। [1174, 824, 1528, 864]
article-body-highcourt-cont7: ক্ষমতাসীন দলের নেতা-কর্মীদের বিরুদ্ধে মামলা দায়েরের আবেদন জানিয়ে রিট করা হয়েছে। আদালত শুনানি শেষে বিষয়টি পরবর্তী তারিখে নির্ধারণ করেছেন। রিটকারী আইনজীবী বলেন, ন্যায়বিচার প্রতিষ্ঠায় আমরা উচ্চ আদালতের দ্বারস্থ হয়েছি। [48, 1164, 426, 1203]
headline-political-court: রাজনৈতিক দলের কোর্টে [143, 593, 331, 616]
article-body-khotigrosto-cont7: ক্ষতিগ্রস্ত পরিবারগুলোকে দ্রুত ক্ষতিপূরণ দেওয়ার নির্দেশ দিয়েছে আদালত। সংশ্লিষ্ট কর্তৃপক্ষকে নির্ধারিত সময়ের মধ্যে অগ্রগতি প্রতিবেদন দাখিল করতে বলা হয়েছে। ভুক্তভোগীরা রায়কে স্বাগত জানিয়েছেন। [1174, 1245, 1528, 1284]
article-body-ek-pokkho-cont3: চা শ্রমিকদের মজুরি বৃদ্ধির দাবিতে চলমান আন্দোলন নিয়ে বৈঠক হয়েছে। এক পক্ষ প্রস্তাব মেনে নিলেও অন্য পক্ষ কর্মবিরতি চালিয়ে যাওয়ার ঘোষণা দিয়েছে। বাগান মালিকরা দ্রুত সমাধানের আশা প্রকাশ করেছেন। [1174, 507, 1528, 547]
article-body-tenkata: ট্রেনের নিচে কাটা পড়ে নিহত হন তিনি। এ ঘটনায় রেলওয়ে থানায় অপমৃত্যুর মামলা হয়েছে। স্থানীয়রা জানান, রেললাইন পার হওয়ার সময় এ দুর্ঘটনা ঘটে। [1174, 163, 1528, 189]
article-body-ek-pokkho-cont: চা শ্রমিকদের মজুরি বৃদ্ধির দাবিতে চলমান আন্দোলন নিয়ে বৈঠক হয়েছে। এক পক্ষ প্রস্তাব মেনে নিলেও অন্য পক্ষ কর্মবিরতি চালিয়ে যাওয়ার ঘোষণা দিয়েছে। বাগান মালিকরা দ্রুত সমাধানের আশা প্রকাশ করেছেন। [1174, 424, 1528, 464]
article-body-ek-pokkho-cont2: চা শ্রমিকদের মজুরি বৃদ্ধির দাবিতে চলমান আন্দোলন নিয়ে বৈঠক হয়েছে। এক পক্ষ প্রস্তাব মেনে নিলেও অন্য পক্ষ কর্মবিরতি চালিয়ে যাওয়ার ঘোষণা দিয়েছে। বাগান মালিকরা দ্রুত সমাধানের আশা প্রকাশ করেছেন। [1174, 466, 1528, 505]
logo-tagline: প্রতিদিনের সমস্ত দৈনিক বাংলাদেশ প্রতিদিন [48, 35, 189, 43]
article-body-itihas-cont2: তিনি বলেন, ২১ আগস্ট গ্রেনেড হামলা ছিল আওয়ামী লীগকে নেতৃত্বশূন্য করার ষড়যন্ত্র। এই হামলার সঙ্গে জড়িতদের বিচার হয়েছে, রায় কার্যকরের অপেক্ষায় জাতি। ইতিহাস তাদের কখনো ক্ষমা করবে না। [667, 573, 941, 613]
article-body-khotigrosto-cont2: ক্ষতিগ্রস্ত পরিবারগুলোকে দ্রুত ক্ষতিপূরণ দেওয়ার নির্দেশ দিয়েছে আদালত। সংশ্লিষ্ট কর্তৃপক্ষকে নির্ধারিত সময়ের মধ্যে অগ্রগতি প্রতিবেদন দাখিল করতে বলা হয়েছে। ভুক্তভোগীরা রায়কে স্বাগত জানিয়েছেন। [1174, 1037, 1528, 1077]
article-body-khotigrosto-cont6: ক্ষতিগ্রস্ত পরিবারগুলোকে দ্রুত ক্ষতিপূরণ দেওয়ার নির্দেশ দিয়েছে আদালত। সংশ্লিষ্ট কর্তৃপক্ষকে নির্ধারিত সময়ের মধ্যে অগ্রগতি প্রতিবেদন দাখিল করতে বলা হয়েছে। ভুক্তভোগীরা রায়কে স্বাগত জানিয়েছেন। [1174, 1203, 1528, 1243]
logo-text-b: প্রতিদিন [208, 48, 343, 97]
column-center-left [442, 294, 651, 2340]
headline-khuner-rajniti: খুনের রাজনীতির পৃষ্ঠপোষক জিয়া পরিবার : আমু [968, 138, 1147, 180]
continuation-marker: (প্রথম পৃষ্ঠার পর) [48, 618, 117, 630]
article-body-mrityu-cont3: হামলায় আহত অনেকেই এখনো শরীরে স্প্লিন্টার বয়ে বেড়াচ্ছেন। সেদিনের ভয়াবহতার কথা মনে পড়লে আজও শিউরে ওঠেন তারা। আহতদের চিকিৎসা ও পুনর্বাসনে সরকারের সহায়তা অব্যাহত রয়েছে। [667, 956, 941, 996]
article-body-charajon-cont2: পুলিশ জানায়, খবর পেয়ে ঘটনাস্থলে গিয়ে মরদেহগুলো উদ্ধার করা হয়। ময়নাতদন্তের জন্য মরদেহ মর্গে পাঠানো হয়েছে। মৃত্যুর কারণ জানতে তদন্ত চলছে বলে জানিয়েছেন সংশ্লিষ্ট থানার ভারপ্রাপ্ত কর্মকর্তা। [957, 623, 1158, 691]
